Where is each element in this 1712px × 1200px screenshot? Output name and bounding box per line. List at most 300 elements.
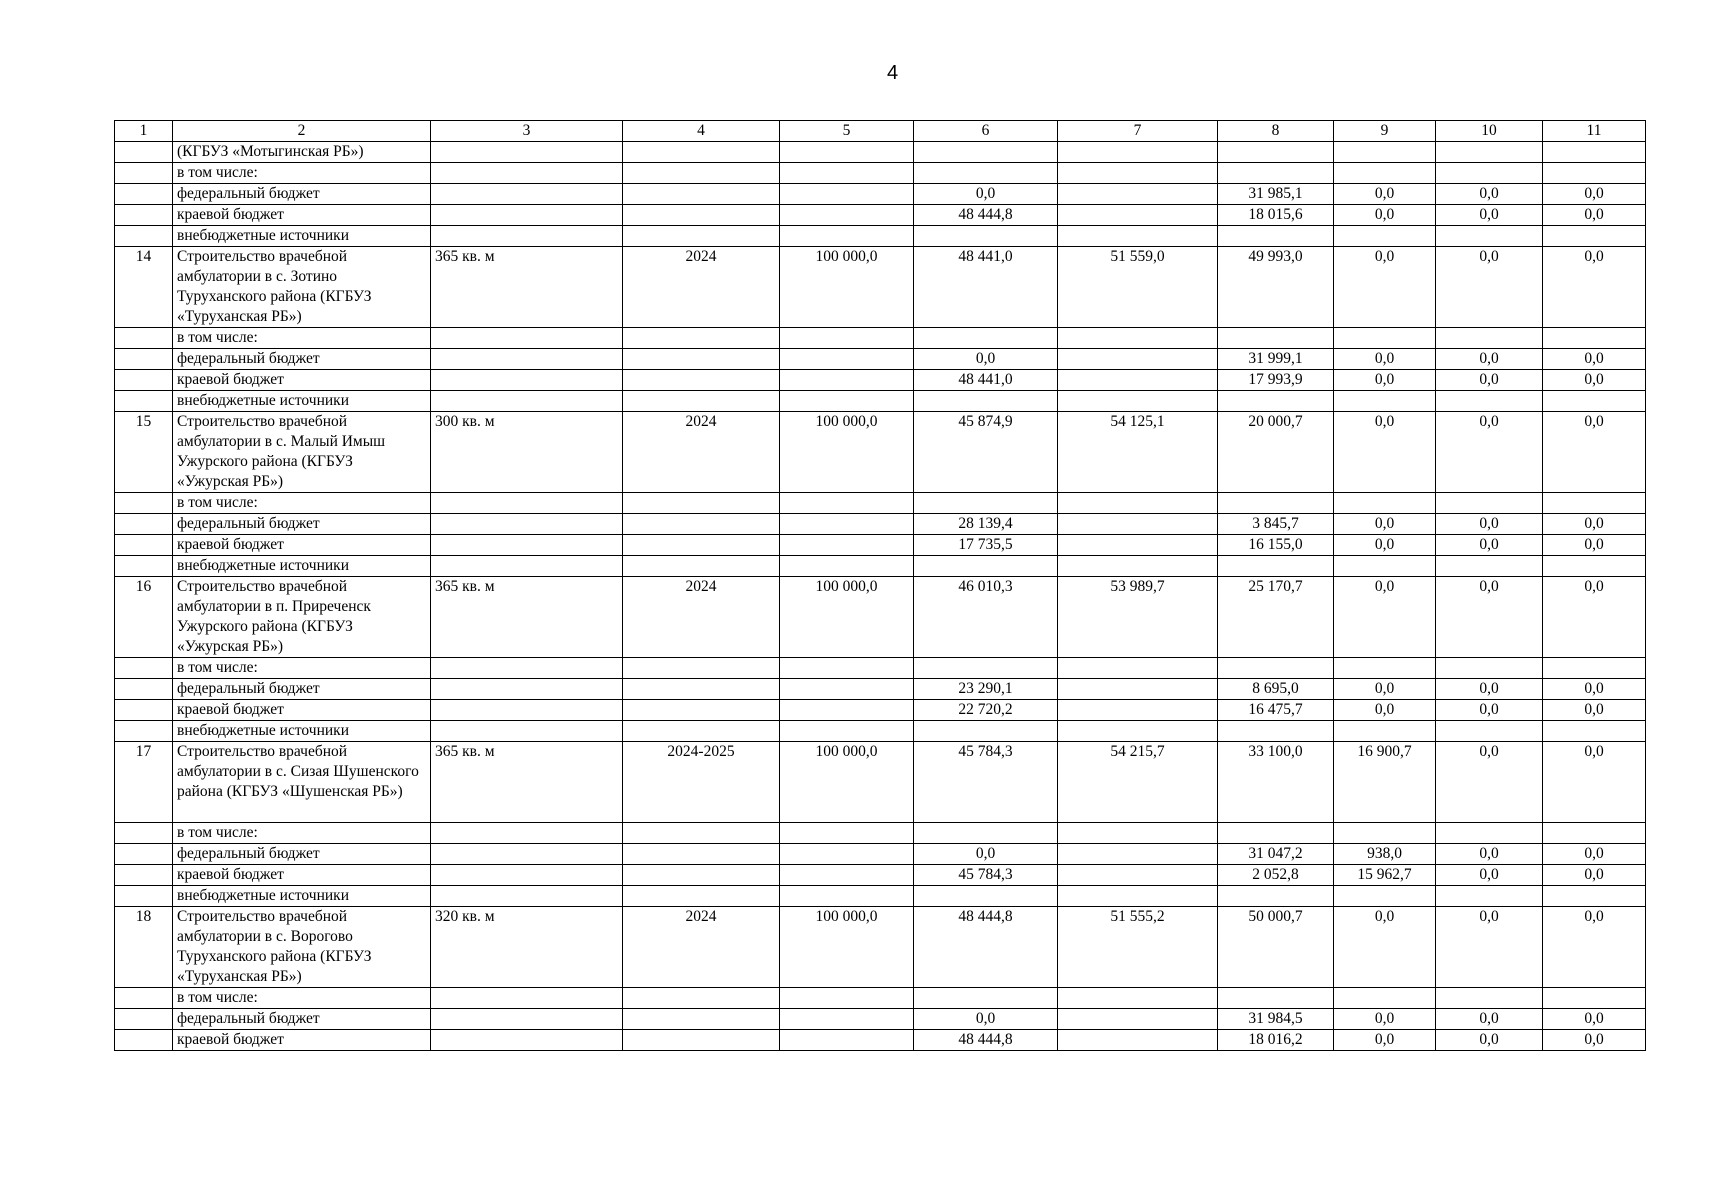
table-cell: 49 993,0: [1218, 247, 1334, 328]
table-cell: 0,0: [1334, 370, 1436, 391]
table-cell: [115, 823, 173, 844]
table-cell: [431, 184, 623, 205]
table-cell: 20 000,7: [1218, 412, 1334, 493]
table-cell: 31 984,5: [1218, 1009, 1334, 1030]
table-cell: [780, 370, 914, 391]
table-cell: [431, 1009, 623, 1030]
table-cell: 0,0: [1436, 514, 1543, 535]
table-cell: [1058, 700, 1218, 721]
header-row: [115, 121, 1646, 142]
table-cell: [1058, 349, 1218, 370]
column-header: 6: [914, 121, 1058, 142]
object-row: [115, 577, 1646, 658]
table-cell: федеральный бюджет: [173, 184, 431, 205]
table-cell: [1058, 142, 1218, 163]
table-cell: 15 962,7: [1334, 865, 1436, 886]
table-cell: [1058, 226, 1218, 247]
table-cell: 0,0: [1543, 865, 1646, 886]
table-cell: Строительство врачебной амбулатории в с. Зотино Туруханского района (КГБУЗ «Туруханская РБ»): [173, 247, 431, 328]
table-cell: [780, 1009, 914, 1030]
table-cell: [914, 658, 1058, 679]
table-cell: 938,0: [1334, 844, 1436, 865]
table-cell: [431, 205, 623, 226]
table-cell: [431, 844, 623, 865]
table-cell: [1543, 142, 1646, 163]
table-cell: 0,0: [1436, 865, 1543, 886]
table-cell: [1058, 679, 1218, 700]
table-cell: [1334, 142, 1436, 163]
table-row: [115, 844, 1646, 865]
table-row: [115, 493, 1646, 514]
object-row: [115, 742, 1646, 823]
table-cell: [623, 142, 780, 163]
table-cell: 0,0: [1543, 1030, 1646, 1051]
table-cell: [115, 721, 173, 742]
table-cell: [431, 658, 623, 679]
table-row: [115, 514, 1646, 535]
table-cell: [1218, 328, 1334, 349]
table-cell: 0,0: [1543, 184, 1646, 205]
table-cell: 0,0: [1543, 844, 1646, 865]
table-cell: [623, 721, 780, 742]
table-cell: 54 125,1: [1058, 412, 1218, 493]
table-cell: [1218, 163, 1334, 184]
table-cell: [623, 886, 780, 907]
table-cell: краевой бюджет: [173, 700, 431, 721]
table-cell: 2 052,8: [1218, 865, 1334, 886]
table-cell: [780, 535, 914, 556]
table-cell: 0,0: [1334, 349, 1436, 370]
table-cell: 0,0: [1334, 247, 1436, 328]
table-cell: [1058, 988, 1218, 1009]
table-cell: 17: [115, 742, 173, 823]
table-cell: [1218, 142, 1334, 163]
table-cell: [1058, 493, 1218, 514]
table-cell: [780, 184, 914, 205]
table-cell: [1334, 556, 1436, 577]
table-cell: [623, 514, 780, 535]
object-row: [115, 907, 1646, 988]
table-cell: [431, 163, 623, 184]
table-cell: [1058, 1030, 1218, 1051]
table-cell: [1543, 988, 1646, 1009]
table-cell: [115, 679, 173, 700]
table-cell: [115, 391, 173, 412]
table-cell: [431, 886, 623, 907]
table-cell: [1058, 844, 1218, 865]
table-cell: [431, 535, 623, 556]
table-cell: 0,0: [1436, 700, 1543, 721]
table-cell: 16 900,7: [1334, 742, 1436, 823]
table-row: [115, 328, 1646, 349]
table-row: [115, 700, 1646, 721]
table-cell: краевой бюджет: [173, 865, 431, 886]
table-cell: Строительство врачебной амбулатории в п. Приреченск Ужурского района (КГБУЗ «Ужурская РБ»): [173, 577, 431, 658]
table-cell: [431, 226, 623, 247]
table-cell: 0,0: [1436, 370, 1543, 391]
table-cell: 48 444,8: [914, 907, 1058, 988]
table-cell: [1334, 721, 1436, 742]
table-cell: 2024: [623, 412, 780, 493]
table-cell: 17 993,9: [1218, 370, 1334, 391]
table-cell: краевой бюджет: [173, 1030, 431, 1051]
table-cell: [1334, 493, 1436, 514]
table-cell: [1058, 658, 1218, 679]
table-cell: [115, 535, 173, 556]
table-cell: 0,0: [1543, 1009, 1646, 1030]
table-cell: [623, 823, 780, 844]
table-cell: [431, 514, 623, 535]
table-cell: (КГБУЗ «Мотыгинская РБ»): [173, 142, 431, 163]
table-cell: [780, 391, 914, 412]
table-row: [115, 721, 1646, 742]
table-cell: [780, 658, 914, 679]
table-cell: 45 874,9: [914, 412, 1058, 493]
table-cell: 0,0: [1334, 1030, 1436, 1051]
table-cell: [115, 886, 173, 907]
table-cell: [115, 988, 173, 1009]
table-cell: 31 999,1: [1218, 349, 1334, 370]
table-cell: [1058, 328, 1218, 349]
table-cell: 48 444,8: [914, 205, 1058, 226]
table-cell: [431, 700, 623, 721]
column-header: 7: [1058, 121, 1218, 142]
table-cell: внебюджетные источники: [173, 886, 431, 907]
table-cell: 0,0: [1543, 349, 1646, 370]
table-cell: 0,0: [1334, 205, 1436, 226]
table-cell: [780, 679, 914, 700]
table-cell: [115, 493, 173, 514]
table-cell: [623, 349, 780, 370]
table-cell: 0,0: [1436, 742, 1543, 823]
table-cell: 18 016,2: [1218, 1030, 1334, 1051]
table-cell: 0,0: [1334, 1009, 1436, 1030]
table-cell: внебюджетные источники: [173, 391, 431, 412]
table-cell: 0,0: [1436, 349, 1543, 370]
table-row: [115, 226, 1646, 247]
table-cell: [1436, 163, 1543, 184]
table-cell: 0,0: [1543, 412, 1646, 493]
table-cell: [780, 865, 914, 886]
table-cell: 0,0: [914, 349, 1058, 370]
table-cell: [1436, 823, 1543, 844]
table-cell: [623, 844, 780, 865]
table-cell: 23 290,1: [914, 679, 1058, 700]
table-cell: 0,0: [1334, 577, 1436, 658]
column-header: 5: [780, 121, 914, 142]
table-cell: [780, 349, 914, 370]
table-cell: [623, 658, 780, 679]
table-row: [115, 556, 1646, 577]
table-cell: [431, 1030, 623, 1051]
table-cell: [623, 556, 780, 577]
table-cell: 48 441,0: [914, 370, 1058, 391]
table-cell: [780, 988, 914, 1009]
table-cell: [115, 205, 173, 226]
table-cell: [1334, 886, 1436, 907]
table-cell: 0,0: [1543, 247, 1646, 328]
table-cell: [914, 886, 1058, 907]
table-cell: 0,0: [1436, 247, 1543, 328]
column-header: 3: [431, 121, 623, 142]
table-cell: внебюджетные источники: [173, 556, 431, 577]
table-cell: [115, 328, 173, 349]
table-cell: [1218, 721, 1334, 742]
table-cell: 0,0: [1436, 679, 1543, 700]
column-header: 10: [1436, 121, 1543, 142]
table-cell: 100 000,0: [780, 907, 914, 988]
table-cell: [431, 988, 623, 1009]
table-cell: 31 985,1: [1218, 184, 1334, 205]
table-cell: 0,0: [1543, 205, 1646, 226]
table-cell: 0,0: [1436, 412, 1543, 493]
table-row: [115, 988, 1646, 1009]
table-cell: [431, 391, 623, 412]
table-cell: 54 215,7: [1058, 742, 1218, 823]
table-cell: 0,0: [1543, 577, 1646, 658]
table-cell: 0,0: [1436, 205, 1543, 226]
table-cell: [1543, 328, 1646, 349]
table-cell: в том числе:: [173, 328, 431, 349]
table-cell: 16 155,0: [1218, 535, 1334, 556]
table-cell: [780, 700, 914, 721]
table-cell: [1058, 391, 1218, 412]
table-cell: [780, 514, 914, 535]
table-cell: [1543, 226, 1646, 247]
table-cell: [115, 556, 173, 577]
table-cell: [1058, 556, 1218, 577]
column-header: 11: [1543, 121, 1646, 142]
table-row: [115, 1009, 1646, 1030]
table-cell: 15: [115, 412, 173, 493]
table-cell: [1058, 865, 1218, 886]
table-cell: [1218, 988, 1334, 1009]
table-cell: [1058, 823, 1218, 844]
table-row: [115, 142, 1646, 163]
table-cell: [780, 886, 914, 907]
table-cell: федеральный бюджет: [173, 679, 431, 700]
table-cell: [1543, 721, 1646, 742]
table-cell: в том числе:: [173, 493, 431, 514]
table-cell: 51 559,0: [1058, 247, 1218, 328]
table-row: [115, 391, 1646, 412]
table-cell: [1334, 823, 1436, 844]
table-cell: [914, 142, 1058, 163]
table-cell: краевой бюджет: [173, 370, 431, 391]
table-cell: в том числе:: [173, 163, 431, 184]
table-cell: [780, 556, 914, 577]
table-cell: 0,0: [1334, 412, 1436, 493]
table-cell: [115, 658, 173, 679]
table-cell: [1334, 988, 1436, 1009]
table-cell: 48 441,0: [914, 247, 1058, 328]
table-cell: [1334, 328, 1436, 349]
table-row: [115, 658, 1646, 679]
table-cell: [1058, 721, 1218, 742]
table-cell: 25 170,7: [1218, 577, 1334, 658]
table-cell: [1436, 721, 1543, 742]
table-cell: [1436, 658, 1543, 679]
table-row: [115, 823, 1646, 844]
table-cell: [115, 514, 173, 535]
table-cell: [1058, 184, 1218, 205]
table-cell: [623, 865, 780, 886]
table-cell: [1058, 163, 1218, 184]
table-cell: [623, 493, 780, 514]
table-cell: [623, 988, 780, 1009]
table-cell: [780, 205, 914, 226]
table-cell: внебюджетные источники: [173, 226, 431, 247]
table-cell: 18: [115, 907, 173, 988]
table-cell: [914, 721, 1058, 742]
table-cell: [431, 721, 623, 742]
table-cell: [1436, 493, 1543, 514]
table-cell: [1218, 391, 1334, 412]
table-cell: 0,0: [1543, 535, 1646, 556]
table-row: [115, 205, 1646, 226]
column-header: 1: [115, 121, 173, 142]
table-cell: 0,0: [1436, 535, 1543, 556]
table-cell: в том числе:: [173, 658, 431, 679]
table-cell: [1436, 391, 1543, 412]
table-cell: 50 000,7: [1218, 907, 1334, 988]
table-cell: [1543, 163, 1646, 184]
table-cell: [623, 184, 780, 205]
table-cell: [623, 1030, 780, 1051]
table-cell: 0,0: [1334, 514, 1436, 535]
table-cell: [1218, 226, 1334, 247]
table-cell: [431, 142, 623, 163]
table-cell: 0,0: [1334, 184, 1436, 205]
table-cell: [1436, 142, 1543, 163]
table-cell: [115, 700, 173, 721]
table-cell: [1436, 226, 1543, 247]
table-cell: [623, 328, 780, 349]
table-cell: 2024: [623, 247, 780, 328]
table-cell: 16: [115, 577, 173, 658]
table-cell: [1218, 658, 1334, 679]
table-cell: 365 кв. м: [431, 577, 623, 658]
table-cell: 2024-2025: [623, 742, 780, 823]
table-cell: 0,0: [1334, 679, 1436, 700]
table-cell: [780, 1030, 914, 1051]
table-cell: 0,0: [914, 1009, 1058, 1030]
table-cell: [1334, 163, 1436, 184]
table-cell: 28 139,4: [914, 514, 1058, 535]
table-cell: [115, 1009, 173, 1030]
table-cell: [1218, 886, 1334, 907]
table-cell: [115, 226, 173, 247]
table-cell: [115, 142, 173, 163]
table-cell: 8 695,0: [1218, 679, 1334, 700]
table-cell: 16 475,7: [1218, 700, 1334, 721]
table-cell: [1543, 658, 1646, 679]
table-cell: [780, 844, 914, 865]
table-row: [115, 349, 1646, 370]
table-cell: [1543, 493, 1646, 514]
table-cell: 0,0: [1334, 535, 1436, 556]
table-cell: [914, 226, 1058, 247]
table-cell: [431, 865, 623, 886]
table-cell: [115, 1030, 173, 1051]
table-cell: 365 кв. м: [431, 742, 623, 823]
table-cell: [914, 556, 1058, 577]
table-cell: [780, 721, 914, 742]
table-cell: 0,0: [1436, 1009, 1543, 1030]
table-cell: 0,0: [1436, 907, 1543, 988]
table-cell: 51 555,2: [1058, 907, 1218, 988]
column-header: 8: [1218, 121, 1334, 142]
table-cell: [1058, 535, 1218, 556]
table-cell: [1543, 886, 1646, 907]
table-cell: 0,0: [1543, 514, 1646, 535]
table-cell: [1334, 658, 1436, 679]
table-cell: [914, 163, 1058, 184]
table-cell: [1436, 886, 1543, 907]
table-cell: [914, 988, 1058, 1009]
table-cell: Строительство врачебной амбулатории в с. Ворогово Туруханского района (КГБУЗ «Туруханская РБ»): [173, 907, 431, 988]
table-cell: 0,0: [914, 844, 1058, 865]
table-cell: 100 000,0: [780, 247, 914, 328]
budget-table: [114, 120, 1646, 1051]
table-cell: 0,0: [1543, 370, 1646, 391]
table-cell: 14: [115, 247, 173, 328]
table-cell: [1218, 823, 1334, 844]
table-cell: краевой бюджет: [173, 205, 431, 226]
table-row: [115, 535, 1646, 556]
table-cell: 0,0: [1543, 907, 1646, 988]
table-cell: 17 735,5: [914, 535, 1058, 556]
table-cell: [1218, 493, 1334, 514]
table-cell: [1058, 886, 1218, 907]
table-cell: 0,0: [1543, 679, 1646, 700]
table-cell: 45 784,3: [914, 742, 1058, 823]
table-cell: [780, 226, 914, 247]
table-cell: федеральный бюджет: [173, 1009, 431, 1030]
table-cell: [431, 556, 623, 577]
column-header: 9: [1334, 121, 1436, 142]
table-cell: 100 000,0: [780, 577, 914, 658]
table-cell: Строительство врачебной амбулатории в с. Малый Имыш Ужурского района (КГБУЗ «Ужурская РБ»): [173, 412, 431, 493]
table-cell: [623, 679, 780, 700]
table-row: [115, 865, 1646, 886]
table-cell: 0,0: [1543, 700, 1646, 721]
table-cell: [1218, 556, 1334, 577]
table-cell: [431, 823, 623, 844]
table-cell: 300 кв. м: [431, 412, 623, 493]
table-cell: [431, 349, 623, 370]
table-cell: 320 кв. м: [431, 907, 623, 988]
table-cell: [623, 226, 780, 247]
table-cell: [780, 142, 914, 163]
table-cell: 0,0: [1436, 577, 1543, 658]
table-cell: [914, 823, 1058, 844]
table-cell: [623, 163, 780, 184]
table-cell: [115, 865, 173, 886]
table-cell: [1334, 391, 1436, 412]
table-cell: [623, 1009, 780, 1030]
table-cell: [623, 700, 780, 721]
table-cell: краевой бюджет: [173, 535, 431, 556]
table-cell: [115, 349, 173, 370]
table-cell: [623, 535, 780, 556]
table-row: [115, 1030, 1646, 1051]
table-cell: 22 720,2: [914, 700, 1058, 721]
table-cell: в том числе:: [173, 823, 431, 844]
table-row: [115, 679, 1646, 700]
table-cell: 3 845,7: [1218, 514, 1334, 535]
table-cell: [115, 163, 173, 184]
